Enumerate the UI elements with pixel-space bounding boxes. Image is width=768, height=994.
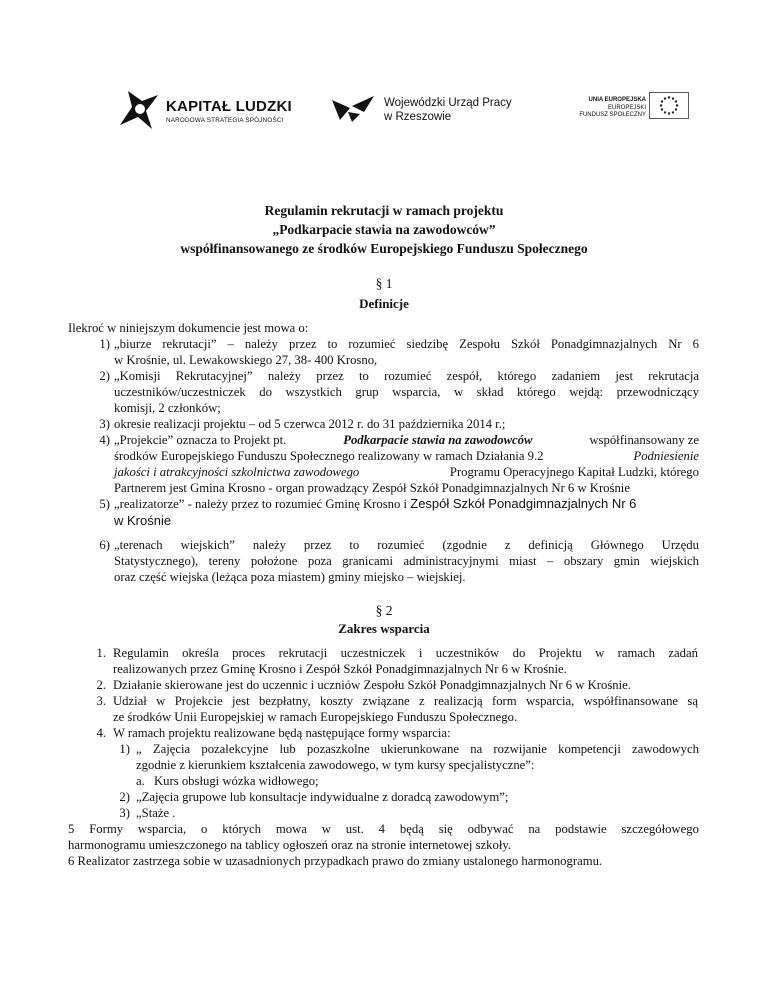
kapital-ludzki-subtitle: NARODOWA STRATEGIA SPÓJNOŚCI [166, 117, 284, 124]
s1-item-6-num: 6) [99, 538, 110, 552]
doc-title-line3: współfinansowanego ze środków Europejskiego Funduszu Społecznego [180, 241, 588, 256]
s2-p5-line: 5 Formy wsparcia, o których mowa w ust. 4 będą się odbywać na podstawie szczegółowego [68, 822, 699, 836]
s2-item-3-num: 3. [96, 694, 106, 708]
s2-sub-1-line: zgodnie z kierunkiem kształcenia zawodowego, w tym kursy specjalistyczne”: [136, 758, 535, 772]
s1-item-4-text: „Projekcie” oznacza to Projekt pt. [114, 433, 287, 447]
wup-logo-icon [330, 94, 376, 124]
s1-item-3-line: okresie realizacji projektu – od 5 czerwca 2012 r. do 31 października 2014 r.; [114, 417, 506, 431]
s2-item-1-line: Regulamin określa proces rekrutacji uczestniczek i uczestników do Projektu w ramach zadań [113, 646, 698, 660]
s2-item-4-line: W ramach projektu realizowane będą następujące formy wsparcia: [113, 726, 451, 740]
s2-sub-1-line: „ Zajęcia pozalekcyjne lub pozaszkolne ukierunkowane na rozwijanie kompetencji zawodowych [136, 742, 699, 756]
s1-item-4-line [114, 464, 699, 480]
s2-sub-a-num: a. [136, 774, 145, 788]
s2-sub-3-line: „Staże . [136, 806, 176, 820]
action-name-cont: jakości i atrakcyjności szkolnictwa zawodowego [114, 465, 360, 479]
s1-item-2-line: „Komisji Rekrutacyjnej” należy przez to rozumieć zespół, którego zadaniem jest rekrutacja [114, 369, 699, 383]
s1-item-4-line [114, 432, 699, 448]
s1-item-4-text: Programu Operacyjnego Kapitał Ludzki, którego [449, 465, 699, 479]
s2-sub-2-line: „Zajęcia grupowe lub konsultacje indywidualne z doradcą zawodowym”; [136, 790, 509, 804]
s2-item-1-line: realizowanych przez Gminę Krosno i Zespół Szkół Ponadgimnazjalnych Nr 6 w Krośnie. [113, 662, 567, 676]
s1-item-2-line: komisji, 2 członków; [114, 401, 221, 415]
s1-item-3-num: 3) [99, 417, 110, 431]
s2-sub-1-num: 1) [119, 742, 130, 756]
s1-item-4-num: 4) [99, 433, 110, 447]
s1-item-2-line: uczestników/uczestniczek do wszystkich grup wsparcia, w skład którego wejdą: przewodniczący [114, 385, 699, 399]
s1-item-5-line: w Krośnie [114, 513, 172, 528]
s1-item-5-num: 5) [99, 497, 110, 511]
ue-line3: FUNDUSZ SPOŁECZNY [579, 112, 646, 118]
s1-item-5-text: „realizatorze” - należy przez to rozumieć Gminę Krosno i [114, 497, 408, 511]
wup-name-line2: w Rzeszowie [384, 111, 452, 123]
s1-item-4-text: współfinansowany ze [589, 433, 699, 447]
section-2-title: Zakres wsparcia [338, 621, 430, 636]
s1-item-2-num: 2) [99, 369, 110, 383]
s1-item-4-line [114, 448, 699, 464]
wup-name-line1: Wojewódzki Urząd Pracy [384, 97, 512, 109]
s1-item-1-line: w Krośnie, ul. Lewakowskiego 27, 38- 400 Krosno, [114, 353, 378, 367]
s1-item-5-school: Zespół Szkół Ponadgimnazjalnych Nr 6 [410, 496, 637, 511]
s2-item-2-num: 2. [96, 678, 106, 692]
section-1-sign: § 1 [375, 276, 393, 291]
section-1-title: Definicje [359, 296, 409, 311]
s2-item-1-num: 1. [96, 646, 106, 660]
s1-item-6-line: Statystycznego), tereny położone poza granicami administracyjnymi miast – obszary gmin wiejskich [114, 554, 699, 568]
s1-item-6-line: oraz część wiejska (leżąca poza miastem) gminy miejsko – wiejskiej. [114, 570, 466, 584]
s2-sub-3-num: 3) [119, 806, 130, 820]
doc-title-line2: „Podkarpacie stawia na zawodowców” [272, 222, 496, 237]
action-name: Podniesienie [633, 449, 699, 463]
kapital-ludzki-title: KAPITAŁ LUDZKI [166, 98, 292, 115]
s1-item-6-line: „terenach wiejskich” należy przez to rozumieć (zgodnie z definicją Głównego Urzędu [114, 538, 699, 552]
s2-item-4-num: 4. [96, 726, 106, 740]
kapital-ludzki-logo-icon [118, 85, 160, 131]
project-name: Podkarpacie stawia na zawodowców [343, 433, 533, 447]
s1-item-4-line: Partnerem jest Gmina Krosno - organ prowadzący Zespół Szkół Ponadgimnazjalnych Nr 6 w Krośnie [114, 481, 630, 495]
s1-item-1-line: „biurze rekrutacji” – należy przez to rozumieć siedzibę Zespołu Szkół Ponadgimnazjalnych Nr 6 [114, 337, 699, 351]
logo-bar [0, 70, 768, 150]
ue-line1: UNIA EUROPEJSKA [588, 97, 646, 103]
s1-intro: Ilekroć w niniejszym dokumencie jest mowa o: [68, 321, 309, 335]
ue-line2: EUROPEJSKI [607, 105, 646, 111]
s2-item-3-line: Udział w Projekcie jest bezpłatny, koszty związane z realizacją form wsparcia, współfinansowane są [113, 694, 698, 708]
s2-item-2-line: Działanie skierowane jest do uczennic i uczniów Zespołu Szkół Ponadgimnazjalnych Nr 6 w Krośnie. [113, 678, 631, 692]
s2-p6-line: 6 Realizator zastrzega sobie w uzasadnionych przypadkach prawo do zmiany ustalonego harmonogramu. [68, 854, 603, 868]
eu-flag-icon [649, 92, 689, 119]
doc-title-line1: Regulamin rekrutacji w ramach projektu [264, 203, 504, 218]
s1-item-4-text: środków Europejskiego Funduszu Społecznego realizowany w ramach Działania 9.2 [114, 449, 544, 463]
s2-item-3-line: ze środków Unii Europejskiej w ramach Europejskiego Funduszu Społecznego. [113, 710, 518, 724]
s1-item-1-num: 1) [99, 337, 110, 351]
s2-p5-line: harmonogramu umieszczonego na tablicy ogłoszeń oraz na stronie internetowej szkoły. [68, 838, 512, 852]
section-2-sign: § 2 [375, 603, 393, 618]
s2-sub-2-num: 2) [119, 790, 130, 804]
s1-item-5-line [114, 496, 699, 512]
s2-sub-a-line: Kurs obsługi wózka widłowego; [154, 774, 319, 788]
